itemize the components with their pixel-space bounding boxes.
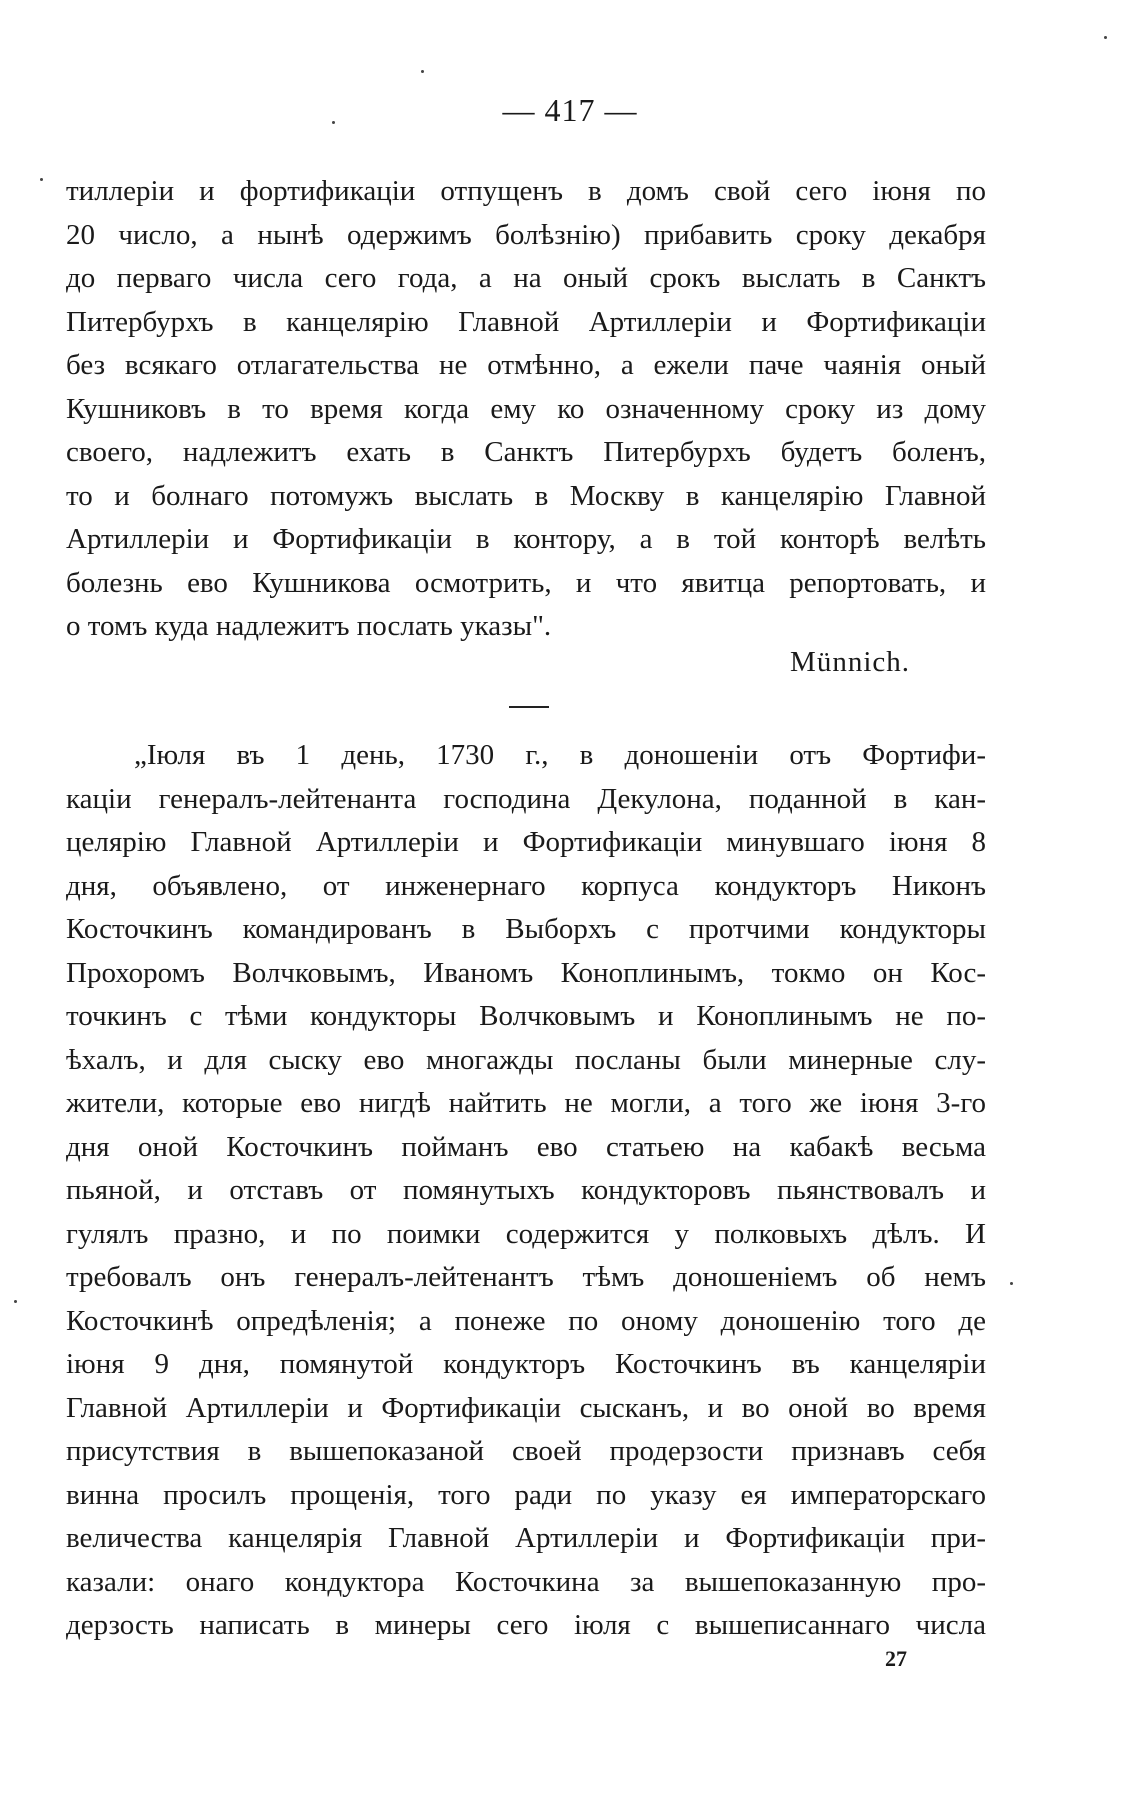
text-line: требовалъ онъ генералъ-лейтенантъ тѣмъ доношеніемъ об немъ xyxy=(66,1261,986,1293)
text-line: каціи генералъ-лейтенанта господина Декулона, поданной в кан- xyxy=(66,782,986,815)
text-line: точкинъ с тѣми кондукторы Волчковымъ и Коноплинымъ не по- xyxy=(66,1000,986,1032)
text-line: тиллеріи и фортификаціи отпущенъ в домъ свой сего іюня по xyxy=(66,175,986,207)
text-line: то и болнаго потомужъ выслать в Москву в канцелярію Главной xyxy=(66,479,986,512)
text-line: казали: онаго кондуктора Косточкина за вышепоказанную про- xyxy=(66,1565,986,1598)
text-line: Косточкинѣ опредѣленія; а понеже по оному доношенію того де xyxy=(66,1304,986,1337)
page-number: — 417 — xyxy=(502,92,638,128)
text-line: гулялъ празно, и по поимки содержится у полковыхъ дѣлъ. И xyxy=(66,1217,986,1250)
print-speck xyxy=(421,70,424,73)
text-line: болезнь ево Кушникова осмотрить, и что явитца репортовать, и xyxy=(66,566,986,599)
text-line: дерзость написать в минеры сего іюля с вышеписаннаго числа xyxy=(66,1609,986,1641)
text-line: величества канцелярія Главной Артиллеріи и Фортификаціи при- xyxy=(66,1522,986,1554)
text-line: Питербурхъ в канцелярію Главной Артиллеріи и Фортификаціи xyxy=(66,305,986,338)
text-line: о томъ куда надлежитъ послать указы". xyxy=(66,610,552,642)
text-line: Кушниковъ в то время когда ему ко означенному сроку из дому xyxy=(66,392,986,425)
paragraph-continued xyxy=(66,170,986,649)
print-speck xyxy=(1104,36,1107,39)
text-line: целярію Главной Артиллеріи и Фортификаціи минувшаго іюня 8 xyxy=(66,826,986,858)
text-line: дня, объявлено, от инженернаго корпуса кондукторъ Никонъ xyxy=(66,869,986,902)
text-line: жители, которые ево нигдѣ найтить не могли, а того же іюня 3-го xyxy=(66,1087,986,1119)
text-line: до перваго числа сего года, а на оный срокъ выслать в Санктъ xyxy=(66,262,986,294)
print-speck xyxy=(14,1300,17,1303)
paragraph-new-entry xyxy=(66,734,986,1648)
text-line: без всякаго отлагательства не отмѣнно, а ежели паче чаянія оный xyxy=(66,349,986,381)
print-speck xyxy=(332,121,335,124)
section-divider xyxy=(509,706,549,708)
print-speck xyxy=(1010,1282,1013,1285)
text-line: „Іюля въ 1 день, 1730 г., в доношеніи отъ Фортифи- xyxy=(134,739,986,771)
text-line: ѣхалъ, и для сыску ево многажды посланы были минерные слу- xyxy=(66,1043,986,1076)
text-line: Главной Артиллеріи и Фортификаціи сысканъ, и во оной во время xyxy=(66,1391,986,1424)
text-line: Прохоромъ Волчковымъ, Иваномъ Коноплинымъ, токмо он Кос- xyxy=(66,956,986,989)
text-line: іюня 9 дня, помянутой кондукторъ Косточкинъ въ канцеляріи xyxy=(66,1348,986,1380)
text-line: своего, надлежитъ ехать в Санктъ Питербурхъ будетъ боленъ, xyxy=(66,436,986,468)
signature: Münnich. xyxy=(790,646,910,678)
text-line: дня оной Косточкинъ пойманъ ево статьею на кабакѣ весьма xyxy=(66,1130,986,1163)
text-line: пьяной, и отставъ от помянутыхъ кондукторовъ пьянствовалъ и xyxy=(66,1174,986,1206)
text-line: Косточкинъ командированъ в Выборхъ с протчими кондукторы xyxy=(66,913,986,945)
sheet-signature-number: 27 xyxy=(885,1646,907,1671)
text-line: винна просилъ прощенія, того ради по указу ея императорскаго xyxy=(66,1478,986,1511)
text-line: 20 число, а нынѣ одержимъ болѣзнію) прибавить сроку декабря xyxy=(66,218,986,251)
print-speck xyxy=(40,178,43,181)
text-line: Артиллеріи и Фортификаціи в контору, а в той конторѣ велѣть xyxy=(66,523,986,555)
text-line: присутствия в вышепоказаной своей продерзости признавъ себя xyxy=(66,1435,986,1467)
